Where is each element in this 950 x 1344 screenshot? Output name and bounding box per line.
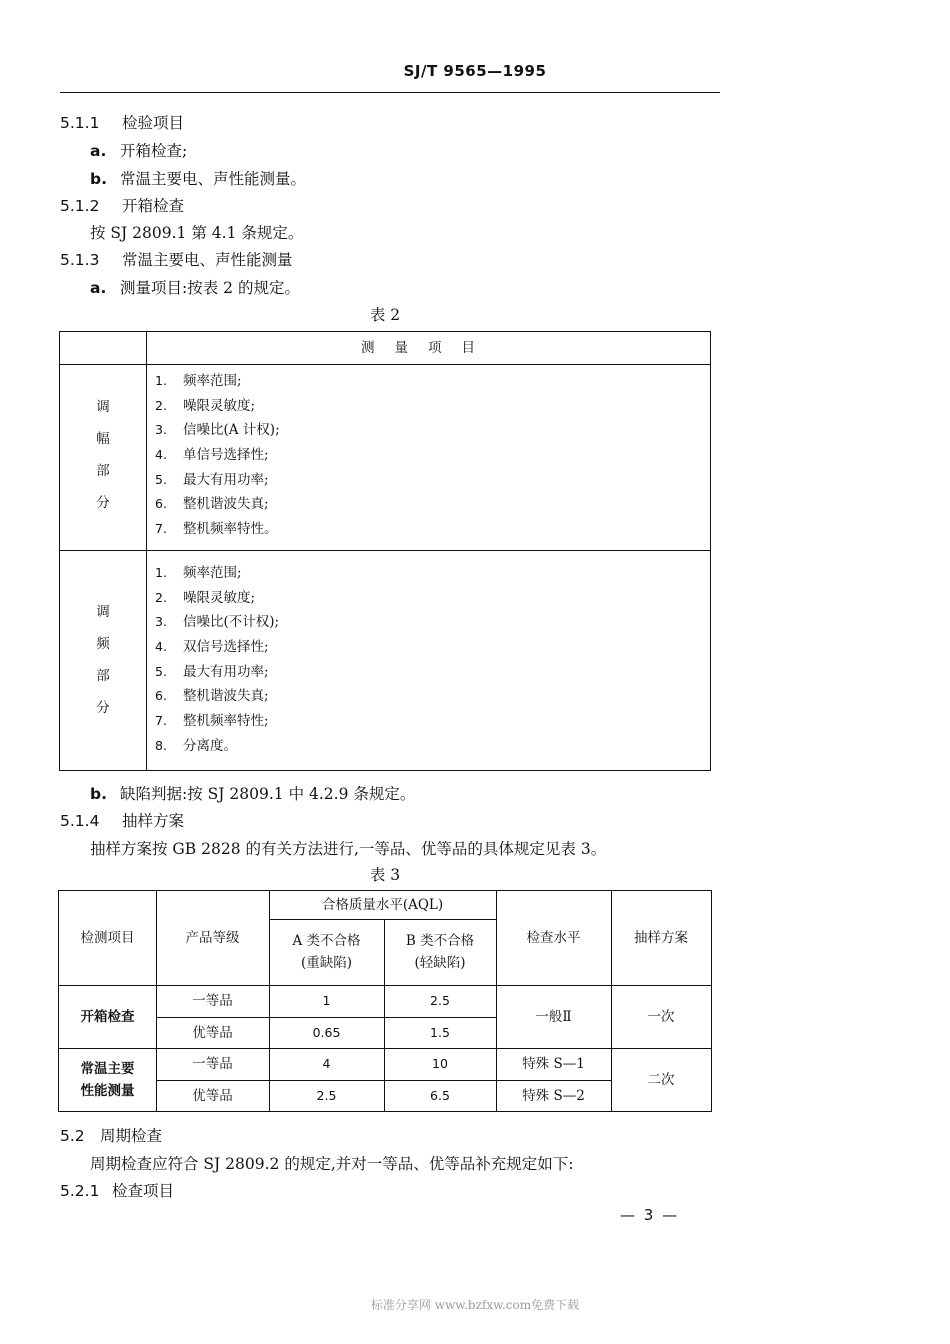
- section-5-2: [60, 1124, 162, 1146]
- list-item: 2. 噪限灵敏度;: [155, 397, 256, 414]
- document-id: SJ/T 9565—1995: [403, 62, 547, 80]
- header-b-class: [384, 919, 496, 985]
- paragraph: 周期检查应符合 SJ 2809.2 的规定,并对一等品、优等品补充规定如下:: [90, 1155, 574, 1173]
- list-item: 3. 信噪比(不计权);: [155, 614, 280, 631]
- a-value-cell: 0.65: [312, 1024, 341, 1040]
- header-a-class-sub: (重缺陷): [300, 955, 353, 971]
- list-item: 7. 整机频率特性。: [155, 521, 278, 538]
- b-value-cell: 1.5: [430, 1024, 450, 1040]
- section-title: 周期检查: [100, 1127, 163, 1145]
- group-item-line: 性能测量: [80, 1082, 135, 1099]
- item-text: 开箱检查;: [120, 142, 188, 160]
- table-3-caption: 表 3: [369, 866, 401, 884]
- section-number: 5.2: [60, 1127, 85, 1145]
- a-value-cell: 4: [322, 1056, 331, 1071]
- section-5-2-1: [60, 1179, 174, 1201]
- section-5-1-1: [60, 111, 184, 133]
- header-a-class: [269, 919, 384, 985]
- a-value-cell: 1: [322, 993, 331, 1008]
- am-section-label: [60, 391, 146, 519]
- label-char: 频: [96, 636, 110, 652]
- list-item: 7. 整机频率特性;: [155, 713, 269, 730]
- header-item: 检测项目: [80, 930, 135, 946]
- list-item: 4. 单信号选择性;: [155, 447, 269, 464]
- section-title: 开箱检查: [122, 197, 185, 215]
- section-title: 检查项目: [112, 1182, 175, 1200]
- table-header: 测量项目: [361, 340, 495, 356]
- section-title: 检验项目: [122, 114, 185, 132]
- section-5-1-3: [60, 248, 293, 270]
- section-number: 5.1.1: [60, 114, 100, 132]
- list-item-b: [90, 167, 306, 189]
- label-char: 部: [96, 668, 110, 684]
- header-grade: 产品等级: [185, 930, 240, 946]
- column-divider: [146, 332, 147, 770]
- item-text: 缺陷判据:按 SJ 2809.1 中 4.2.9 条规定。: [120, 785, 416, 803]
- table-2-caption: 表 2: [369, 306, 401, 324]
- grade-cell: 一等品: [192, 993, 233, 1009]
- list-item: 4. 双信号选择性;: [155, 639, 269, 656]
- list-item: 1. 频率范围;: [155, 565, 242, 581]
- scheme-cell: 一次: [647, 1008, 675, 1025]
- paragraph: 按 SJ 2809.1 第 4.1 条规定。: [90, 224, 304, 242]
- section-number: 5.1.2: [60, 197, 100, 215]
- section-title: 抽样方案: [122, 812, 185, 830]
- table-3: [58, 890, 712, 1112]
- label-char: 分: [96, 495, 110, 511]
- level-cell: 一般Ⅱ: [535, 1008, 572, 1025]
- label-char: 调: [96, 399, 110, 415]
- b-value-cell: 6.5: [430, 1087, 450, 1103]
- list-item: 6. 整机谐波失真;: [155, 688, 269, 705]
- page-number: — 3 —: [620, 1206, 680, 1224]
- list-item: 5. 最大有用功率;: [155, 471, 269, 488]
- header-aql: 合格质量水平(AQL): [321, 897, 444, 913]
- grade-cell: 优等品: [192, 1087, 233, 1104]
- section-number: 5.1.4: [60, 812, 100, 830]
- grade-cell: 一等品: [192, 1056, 233, 1072]
- scheme-cell: 二次: [647, 1071, 675, 1088]
- section-title: 常温主要电、声性能测量: [122, 251, 293, 269]
- section-5-1-4: [60, 809, 184, 831]
- item-mark: a.: [90, 142, 107, 160]
- label-char: 幅: [96, 431, 110, 447]
- fm-section-label: [60, 596, 146, 724]
- list-item: 2. 噪限灵敏度;: [155, 589, 256, 606]
- item-mark: b.: [90, 785, 107, 803]
- section-5-1-2: [60, 194, 184, 216]
- header-b-class-label: B 类不合格: [405, 933, 475, 949]
- list-item: 6. 整机谐波失真;: [155, 496, 269, 513]
- header-level: 检查水平: [526, 930, 581, 946]
- label-char: 部: [96, 463, 110, 479]
- list-item-b: [90, 782, 415, 804]
- item-mark: b.: [90, 170, 107, 188]
- item-mark: a.: [90, 279, 107, 297]
- header-b-class-sub: (轻缺陷): [414, 955, 466, 971]
- b-value-cell: 2.5: [430, 993, 450, 1008]
- item-text: 测量项目:按表 2 的规定。: [120, 279, 300, 297]
- b-value-cell: 10: [432, 1056, 448, 1071]
- header-scheme: 抽样方案: [634, 930, 688, 946]
- header-rule: [60, 92, 720, 93]
- table-2: [59, 331, 711, 771]
- footer-watermark: 标准分享网 www.bzfxw.com免费下载: [370, 1298, 580, 1312]
- grade-cell: 优等品: [192, 1024, 233, 1041]
- label-char: 分: [96, 700, 110, 716]
- item-text: 常温主要电、声性能测量。: [120, 170, 307, 188]
- list-item: 8. 分离度。: [155, 737, 237, 754]
- level-cell: 特殊 S—1: [522, 1056, 585, 1072]
- group-item: 开箱检查: [80, 1008, 135, 1025]
- list-item: 5. 最大有用功率;: [155, 663, 269, 680]
- group-item-line: 常温主要: [80, 1060, 135, 1077]
- row-divider: [60, 364, 710, 365]
- list-item-a: [90, 276, 300, 298]
- level-cell: 特殊 S—2: [522, 1087, 585, 1104]
- section-number: 5.2.1: [60, 1182, 100, 1200]
- section-number: 5.1.3: [60, 251, 100, 269]
- group-item: [59, 1048, 156, 1111]
- list-item-a: [90, 139, 187, 161]
- header-a-class-label: A 类不合格: [292, 933, 361, 949]
- fm-measurement-list: [155, 561, 279, 759]
- row-divider: [60, 550, 710, 551]
- a-value-cell: 2.5: [316, 1087, 337, 1103]
- paragraph: 抽样方案按 GB 2828 的有关方法进行,一等品、优等品的具体规定见表 3。: [90, 840, 607, 858]
- list-item: 3. 信噪比(A 计权);: [155, 422, 280, 439]
- am-measurement-list: [155, 369, 280, 542]
- list-item: 1. 频率范围;: [155, 373, 242, 389]
- label-char: 调: [96, 604, 110, 620]
